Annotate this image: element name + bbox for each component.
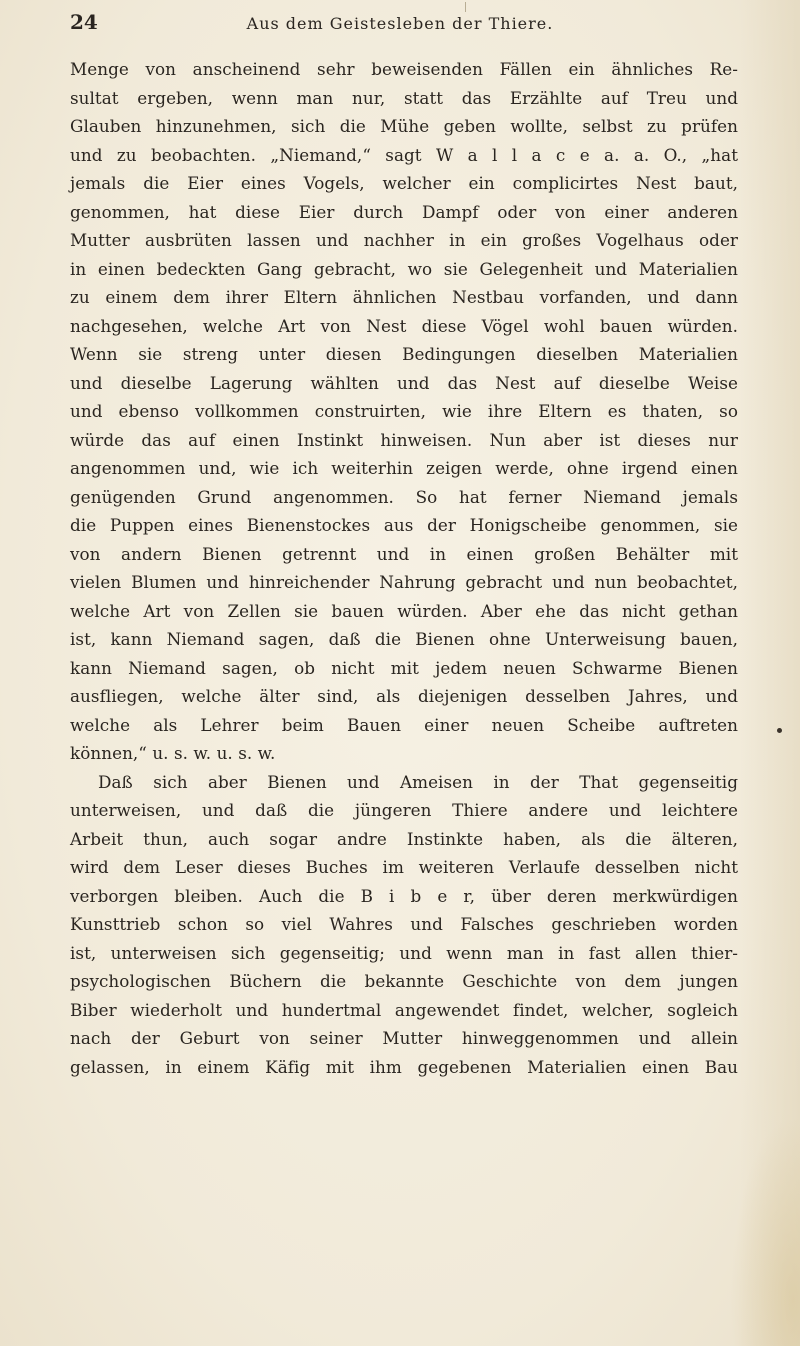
text-line: welche Art von Zellen sie bauen würden. Aber ehe das nicht gethan (70, 600, 738, 621)
text-line: in einen bedeckten Gang gebracht, wo sie Gelegenheit und Materialien (70, 258, 738, 279)
text-line: Kunsttrieb schon so viel Wahres und Falsches geschrieben worden (70, 914, 738, 934)
text-line: Daß sich aber Bienen und Ameisen in der That gegenseitig (98, 771, 738, 792)
text-line: ist, kann Niemand sagen, daß die Bienen ohne Unterweisung bauen, (70, 629, 738, 649)
text-line: sultat ergeben, wenn man nur, statt das Erzählte auf Treu und (70, 87, 738, 108)
page-header (70, 0, 730, 60)
page-number: 24 (70, 10, 98, 34)
text-line: vielen Blumen und hinreichender Nahrung gebracht und nun beobachtet, (70, 572, 738, 592)
text-line: psychologischen Büchern die bekannte Geschichte von dem jungen (70, 971, 738, 991)
text-line: jemals die Eier eines Vogels, welcher ein complicirtes Nest baut, (70, 173, 738, 193)
text-line: verborgen bleiben. Auch die B i b e r, über deren merkwürdigen (70, 885, 738, 906)
text-line: Wenn sie streng unter diesen Bedingungen dieselben Materialien (70, 344, 738, 364)
text-line: genügenden Grund angenommen. So hat ferner Niemand jemals (70, 486, 738, 507)
text-line: und ebenso vollkommen construirten, wie ihre Eltern es thaten, so (70, 401, 738, 421)
text-line: nach der Geburt von seiner Mutter hinweggenommen und allein (70, 1028, 738, 1048)
text-line: nachgesehen, welche Art von Nest diese Vögel wohl bauen würden. (70, 315, 738, 336)
text-line: und zu beobachten. „Niemand,“ sagt W a l l a c e a. a. O., „hat (70, 144, 738, 165)
text-line: welche als Lehrer beim Bauen einer neuen Scheibe auftreten (70, 714, 738, 735)
text-line: kann Niemand sagen, ob nicht mit jedem neuen Schwarme Bienen (70, 657, 738, 678)
text-line: ist, unterweisen sich gegenseitig; und wenn man in fast allen thier- (70, 942, 738, 963)
text-line: ausfliegen, welche älter sind, als diejenigen desselben Jahres, und (70, 686, 738, 706)
text-line: würde das auf einen Instinkt hinweisen. Nun aber ist dieses nur (70, 429, 738, 450)
text-line: und dieselbe Lagerung wählten und das Nest auf dieselbe Weise (70, 372, 738, 393)
text-line: zu einem dem ihrer Eltern ähnlichen Nestbau vorfanden, und dann (70, 287, 738, 307)
text-line: angenommen und, wie ich weiterhin zeigen werde, ohne irgend einen (70, 458, 738, 478)
text-line: genommen, hat diese Eier durch Dampf oder von einer anderen (70, 201, 738, 222)
text-line: Menge von anscheinend sehr beweisenden Fällen ein ähnliches Re- (70, 59, 738, 79)
text-line: Biber wiederholt und hundertmal angewendet findet, welcher, sogleich (70, 999, 738, 1020)
text-line: können,“ u. s. w. u. s. w. (70, 743, 276, 763)
text-line: Arbeit thun, auch sogar andre Instinkte haben, als die älteren, (70, 828, 738, 849)
text-line: von andern Bienen getrennt und in einen großen Behälter mit (70, 543, 738, 564)
text-line: Mutter ausbrüten lassen und nachher in ein großes Vogelhaus oder (70, 230, 738, 250)
text-line: die Puppen eines Bienenstockes aus der Honigscheibe genommen, sie (70, 515, 738, 535)
text-line: wird dem Leser dieses Buches im weiteren Verlaufe desselben nicht (70, 857, 738, 877)
text-line: gelassen, in einem Käfig mit ihm gegebenen Materialien einen Bau (70, 1056, 738, 1077)
paper-stain (730, 1116, 800, 1346)
body-text (70, 55, 738, 1081)
printer-mark (465, 2, 466, 12)
running-head: Aus dem Geistesleben der Thiere. (246, 14, 554, 33)
text-line: unterweisen, und daß die jüngeren Thiere andere und leichtere (70, 800, 738, 820)
text-line: Glauben hinzunehmen, sich die Mühe geben wollte, selbst zu prüfen (70, 116, 738, 136)
margin-dot (777, 728, 782, 733)
